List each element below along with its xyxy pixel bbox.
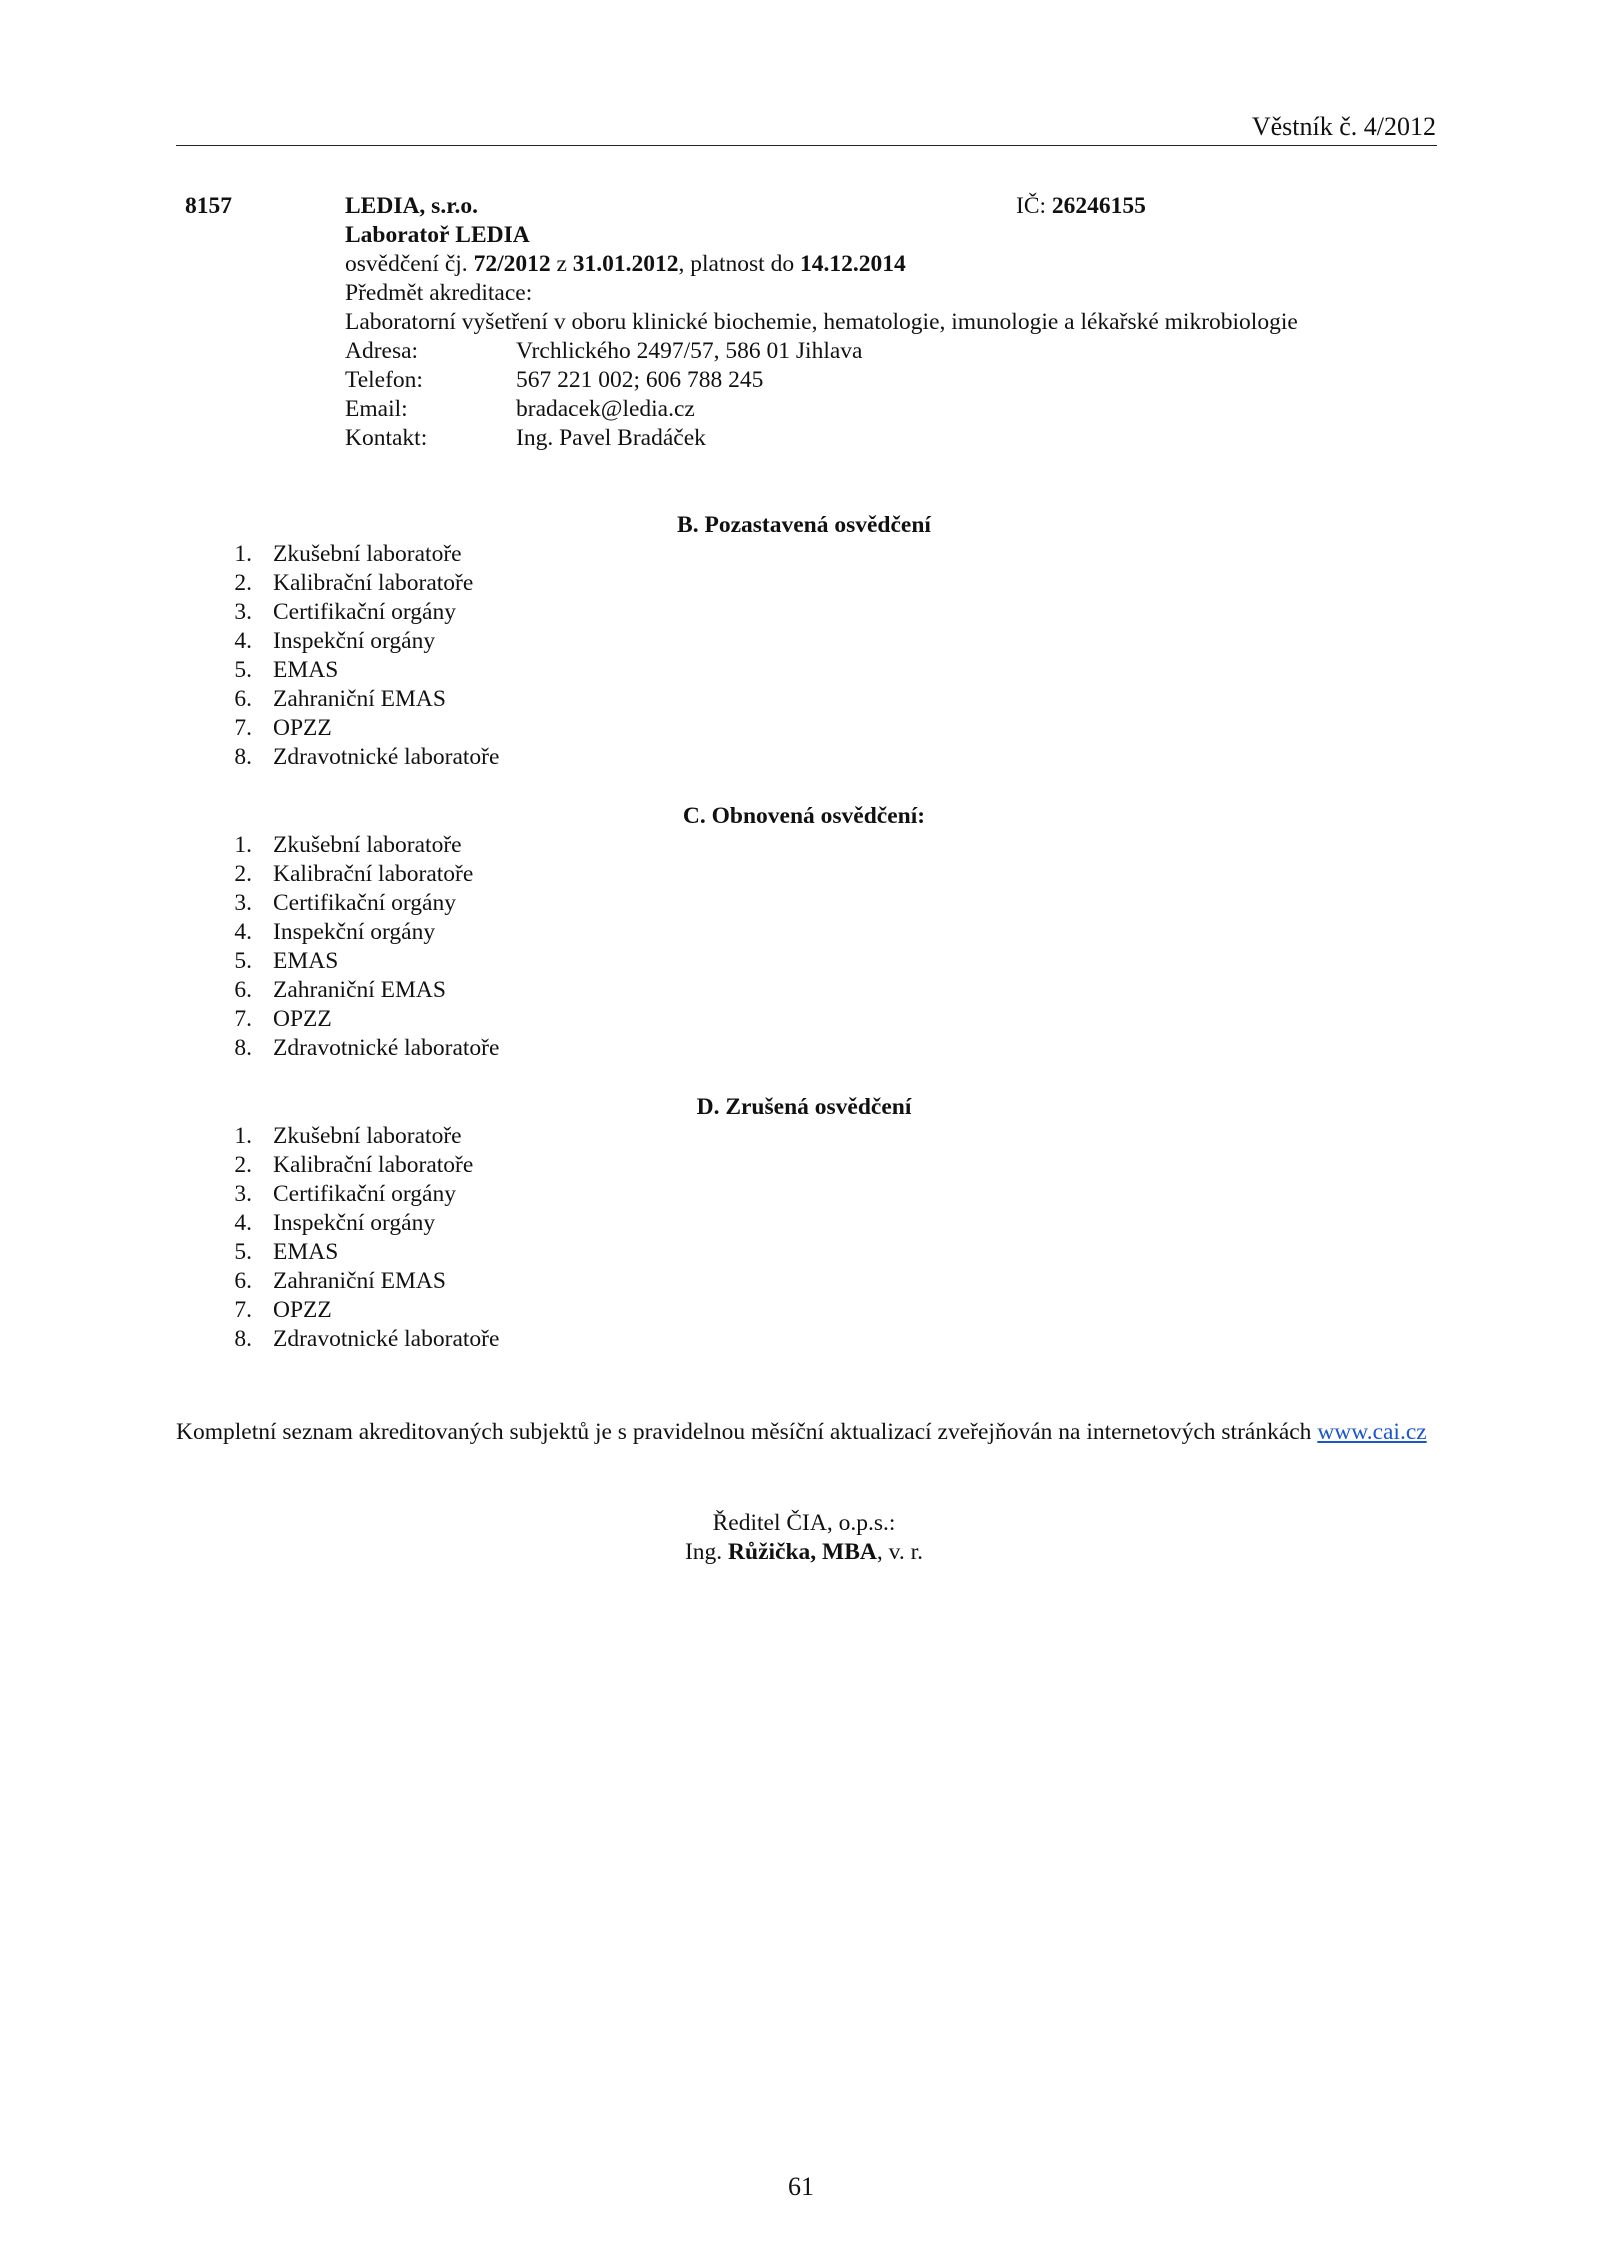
list-item-number: 7. (234, 715, 252, 741)
list-item-text: Kalibrační laboratoře (273, 1152, 474, 1178)
list-item-number: 1. (234, 1123, 252, 1149)
subject-label: Předmět akreditace: (345, 280, 533, 306)
list-item-text: Zahraniční EMAS (273, 1268, 446, 1294)
cert-validity: , platnost do (678, 251, 800, 277)
phone-label: Telefon: (345, 367, 423, 393)
contact-value: Ing. Pavel Bradáček (516, 425, 706, 451)
footer-note (176, 1418, 1427, 1447)
list-item (0, 1325, 1600, 1354)
list-item-number: 5. (234, 657, 252, 683)
section-heading-renewed: C. Obnovená osvědčení: (682, 803, 926, 829)
list-item-text: EMAS (273, 1239, 339, 1265)
list-item-number: 7. (234, 1006, 252, 1032)
email-value: bradacek@ledia.cz (516, 396, 695, 422)
entry-ic (1016, 192, 1146, 221)
subject-text: Laboratorní vyšetření v oboru klinické biochemie, hematologie, imunologie a lékařské mikrobiologie (345, 309, 1298, 335)
list-item-text: Zkušební laboratoře (273, 832, 462, 858)
entry-ic-label: IČ: (1016, 193, 1052, 219)
contact-label: Kontakt: (345, 425, 428, 451)
entry-lab-name: Laboratoř LEDIA (345, 222, 530, 248)
list-item-text: OPZZ (273, 1006, 332, 1032)
list-item (0, 1209, 1600, 1238)
list-item (0, 598, 1600, 627)
list-item (0, 1005, 1600, 1034)
list-item-number: 6. (234, 686, 252, 712)
list-item-number: 8. (234, 1035, 252, 1061)
list-item (0, 976, 1600, 1005)
list-item-text: Inspekční orgány (273, 919, 436, 945)
list-item-number: 2. (234, 570, 252, 596)
page-header-title: Věstník č. 4/2012 (1251, 112, 1436, 141)
list-item (0, 1034, 1600, 1063)
list-item-number: 1. (234, 832, 252, 858)
phone-value: 567 221 002; 606 788 245 (516, 367, 764, 393)
list-item-number: 3. (234, 890, 252, 916)
list-item (0, 831, 1600, 860)
list-item (0, 1267, 1600, 1296)
list-item-number: 6. (234, 1268, 252, 1294)
list-item (0, 656, 1600, 685)
list-item-text: Zdravotnické laboratoře (273, 744, 500, 770)
director-signature (685, 1538, 923, 1567)
list-item-text: EMAS (273, 948, 339, 974)
list-item (0, 714, 1600, 743)
list-item-text: Certifikační orgány (273, 599, 456, 625)
list-item-text: Certifikační orgány (273, 1181, 456, 1207)
cert-date: 31.01.2012 (572, 251, 679, 277)
list-item-number: 1. (234, 541, 252, 567)
email-label: Email: (345, 396, 408, 422)
list-item-number: 7. (234, 1297, 252, 1323)
list-item-text: Zahraniční EMAS (273, 977, 446, 1003)
address-label: Adresa: (345, 338, 419, 364)
section-heading-cancelled: D. Zrušená osvědčení (696, 1094, 912, 1120)
entry-ic-value: 26246155 (1051, 193, 1146, 219)
page-number: 61 (788, 2172, 814, 2201)
address-value: Vrchlického 2497/57, 586 01 Jihlava (516, 338, 863, 364)
cert-number: 72/2012 (473, 251, 551, 277)
section-list-suspended (0, 540, 1600, 772)
cai-website-link[interactable]: www.cai.cz (1317, 1419, 1427, 1445)
list-item-number: 4. (234, 1210, 252, 1236)
list-item-text: Inspekční orgány (273, 1210, 436, 1236)
director-title: Ředitel ČIA, o.p.s.: (712, 1510, 896, 1536)
list-item (0, 1122, 1600, 1151)
list-item-text: OPZZ (273, 715, 332, 741)
list-item (0, 947, 1600, 976)
list-item-number: 5. (234, 1239, 252, 1265)
list-item-text: Zkušební laboratoře (273, 1123, 462, 1149)
cert-from: z (550, 251, 573, 277)
section-list-cancelled (0, 1122, 1600, 1354)
list-item (0, 1296, 1600, 1325)
list-item-text: Kalibrační laboratoře (273, 570, 474, 596)
footer-note-text: Kompletní seznam akreditovaných subjektů je s pravidelnou měsíční aktualizací zveřejňován na internetových stránkách (176, 1419, 1318, 1445)
list-item-number: 2. (234, 1152, 252, 1178)
list-item (0, 627, 1600, 656)
list-item-number: 6. (234, 977, 252, 1003)
list-item-number: 8. (234, 744, 252, 770)
list-item-text: Zkušební laboratoře (273, 541, 462, 567)
list-item (0, 569, 1600, 598)
list-item-text: Certifikační orgány (273, 890, 456, 916)
list-item-text: Zahraniční EMAS (273, 686, 446, 712)
list-item-text: Zdravotnické laboratoře (273, 1035, 500, 1061)
list-item (0, 685, 1600, 714)
director-suffix: , v. r. (876, 1539, 924, 1565)
list-item-text: EMAS (273, 657, 339, 683)
list-item-text: Zdravotnické laboratoře (273, 1326, 500, 1352)
header-divider (176, 145, 1437, 146)
section-list-renewed (0, 831, 1600, 1063)
list-item-number: 5. (234, 948, 252, 974)
director-name: Růžička, MBA (728, 1539, 877, 1565)
list-item (0, 1151, 1600, 1180)
entry-number: 8157 (185, 193, 232, 219)
list-item (0, 1238, 1600, 1267)
list-item (0, 540, 1600, 569)
list-item-number: 8. (234, 1326, 252, 1352)
list-item (0, 860, 1600, 889)
list-item-number: 3. (234, 599, 252, 625)
cert-valid-until: 14.12.2014 (799, 251, 906, 277)
list-item (0, 1180, 1600, 1209)
list-item (0, 918, 1600, 947)
list-item-text: OPZZ (273, 1297, 332, 1323)
list-item-text: Inspekční orgány (273, 628, 436, 654)
entry-certificate (345, 250, 906, 279)
list-item-text: Kalibrační laboratoře (273, 861, 474, 887)
list-item (0, 743, 1600, 772)
director-prefix: Ing. (684, 1539, 729, 1565)
entry-company-name: LEDIA, s.r.o. (345, 193, 478, 219)
list-item-number: 3. (234, 1181, 252, 1207)
list-item-number: 2. (234, 861, 252, 887)
list-item-number: 4. (234, 628, 252, 654)
section-heading-suspended: B. Pozastavená osvědčení (677, 512, 931, 538)
cert-prefix: osvědčení čj. (345, 251, 474, 277)
list-item (0, 889, 1600, 918)
list-item-number: 4. (234, 919, 252, 945)
